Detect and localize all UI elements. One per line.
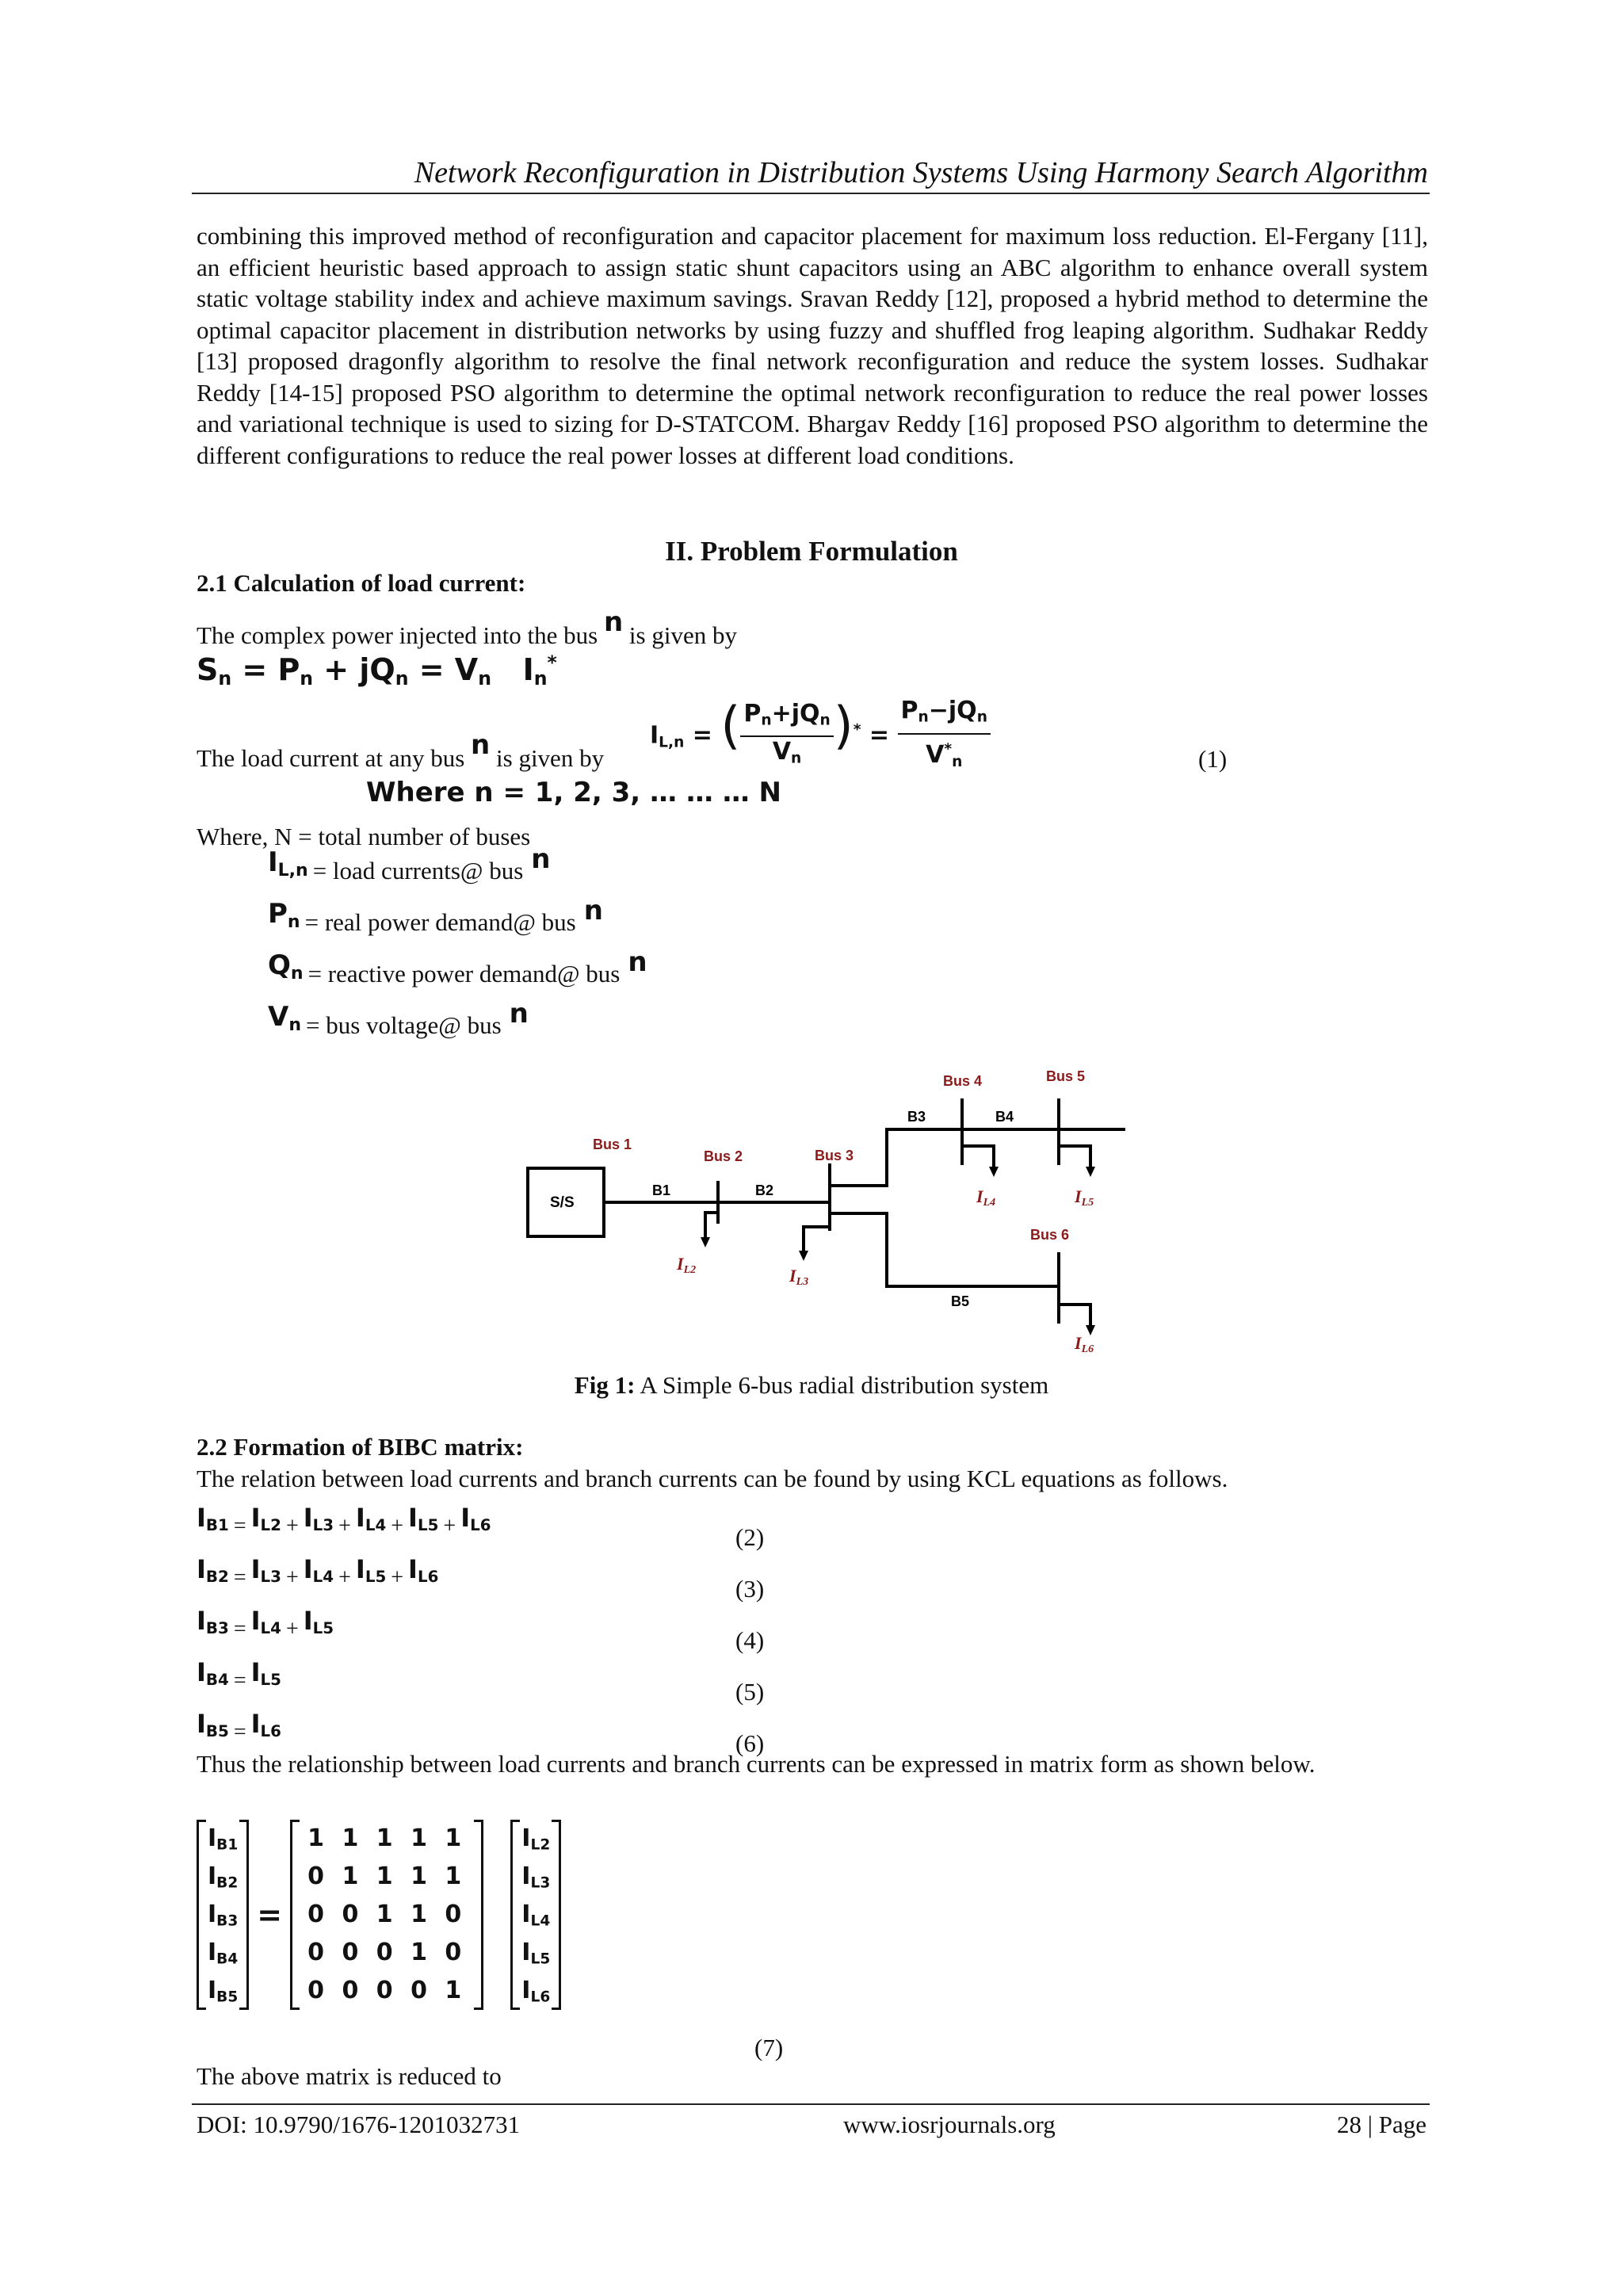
load-label-i: I xyxy=(1075,1186,1082,1206)
equation-number-1: (1) xyxy=(1198,745,1228,773)
plus-sign: + xyxy=(285,1514,299,1538)
var-n: n xyxy=(509,998,529,1030)
plus-sign: + xyxy=(338,1514,351,1538)
current-symbol: I xyxy=(521,1901,531,1928)
vector-entry xyxy=(208,1820,238,1858)
bus-label-3: Bus 3 xyxy=(815,1148,854,1163)
complex-power-text-post: is given by xyxy=(628,621,737,649)
bibc-matrix-row: 0 1 1 1 1 xyxy=(307,1862,467,1890)
kcl-rhs-term xyxy=(251,1709,281,1739)
complex-power-equation: $S_n = P_n + jQ_n = V_n$ $I_n^*$ xyxy=(197,651,557,690)
var-n: n xyxy=(583,895,603,926)
vector-entry xyxy=(521,1972,550,2010)
bibc-matrix-equation xyxy=(197,1820,561,2010)
definition-subscript: L,n xyxy=(277,860,308,881)
load-line-6 xyxy=(1059,1305,1090,1327)
kcl-rhs-sub: L6 xyxy=(417,1567,439,1586)
kcl-rhs-sub: L5 xyxy=(365,1567,387,1586)
arrow-il2 xyxy=(701,1237,710,1247)
complex-power-line xyxy=(197,606,737,651)
current-symbol: I xyxy=(355,1554,365,1584)
subsection-heading-2-2: 2.2 Formation of BIBC matrix: xyxy=(197,1433,524,1461)
current-symbol: I xyxy=(197,1554,206,1584)
figure-caption-text: A Simple 6-bus radial distribution system xyxy=(635,1371,1049,1399)
kcl-rhs-sub: L5 xyxy=(312,1618,334,1637)
kcl-lhs-sub: B3 xyxy=(205,1618,229,1637)
current-symbol: I xyxy=(208,1824,217,1852)
current-symbol: I xyxy=(197,1503,206,1533)
bibc-matrix xyxy=(290,1820,483,2010)
load-label-i: I xyxy=(677,1254,684,1274)
kcl-rhs-sub: L6 xyxy=(470,1515,491,1534)
where-N-definition: Where, N = total number of buses xyxy=(197,823,531,850)
load-label-i: I xyxy=(1075,1333,1082,1353)
load-current-text-pre: The load current at any bus xyxy=(197,744,465,772)
vector-entry-sub: B5 xyxy=(216,1988,239,2006)
definition-text: = real power demand@ bus xyxy=(304,908,576,936)
where-n-range: Where n = 1, 2, 3, … … … N xyxy=(366,777,781,808)
current-symbol: I xyxy=(408,1554,418,1584)
load-label-l3 xyxy=(789,1266,808,1288)
load-label-l5 xyxy=(1074,1186,1094,1209)
load-label-l2 xyxy=(676,1254,696,1276)
bibc-matrix-row: 0 0 1 1 0 xyxy=(307,1901,467,1928)
bus-label-4: Bus 4 xyxy=(943,1073,983,1089)
vector-entry-sub: L5 xyxy=(530,1950,551,1968)
current-symbol: I xyxy=(408,1503,418,1533)
kcl-rhs-sub: L4 xyxy=(312,1567,334,1586)
equals-sign: = xyxy=(233,1720,246,1744)
definition-symbol: V xyxy=(268,1001,289,1033)
kcl-rhs-term xyxy=(304,1606,334,1636)
branch-label-b1: B1 xyxy=(652,1182,671,1198)
kcl-rhs-term xyxy=(251,1503,281,1533)
load-label-sub: L6 xyxy=(1081,1343,1094,1355)
kcl-lhs-sub: B1 xyxy=(205,1515,229,1534)
load-label-l4 xyxy=(976,1186,995,1209)
load-label-i: I xyxy=(976,1186,983,1206)
arrow-il4 xyxy=(989,1167,999,1177)
radial-distribution-diagram xyxy=(507,1062,1125,1363)
current-symbol: I xyxy=(521,1824,531,1852)
equation-number: (4) xyxy=(735,1626,765,1654)
load-label-i: I xyxy=(789,1266,796,1286)
load-line-2 xyxy=(705,1213,718,1239)
load-label-sub: L2 xyxy=(683,1264,697,1276)
definition-subscript: n xyxy=(288,1014,301,1035)
vector-entry-sub: B4 xyxy=(216,1950,239,1968)
vector-entry-sub: B2 xyxy=(216,1874,239,1892)
kcl-rhs-term xyxy=(251,1554,281,1584)
kcl-lhs-sub: B4 xyxy=(205,1670,229,1689)
kcl-rhs-term xyxy=(304,1554,334,1584)
plus-sign: + xyxy=(443,1514,456,1538)
load-current-equation: $I_{L,n}$ = ( $\frac{P_n+jQ_n}{V_n}$ )* = $\frac{P_n-jQ_n}{V^*_n}$ xyxy=(650,696,991,777)
variable-definitions xyxy=(268,843,647,1060)
kcl-rhs-term xyxy=(408,1554,438,1584)
kcl-rhs-sub: L4 xyxy=(260,1618,281,1637)
load-label-sub: L4 xyxy=(983,1197,996,1209)
footer-site: www.iosrjournals.org xyxy=(843,2111,1056,2138)
current-symbol: I xyxy=(355,1503,365,1533)
vector-entry xyxy=(521,1896,550,1934)
current-symbol: I xyxy=(208,1862,217,1890)
plus-sign: + xyxy=(391,1514,404,1538)
equation-number: (5) xyxy=(735,1678,765,1706)
var-n: n xyxy=(603,606,624,638)
definition-text: = bus voltage@ bus xyxy=(306,1011,502,1039)
kcl-lhs xyxy=(197,1606,229,1636)
current-symbol: I xyxy=(521,1939,531,1966)
load-line-5 xyxy=(1059,1146,1090,1168)
load-label-sub: L3 xyxy=(796,1276,809,1288)
line-b5 xyxy=(830,1213,1059,1286)
subsection-heading-2-1: 2.1 Calculation of load current: xyxy=(197,569,526,597)
kcl-rhs-term xyxy=(408,1503,438,1533)
kcl-lhs xyxy=(197,1503,229,1533)
current-symbol: I xyxy=(208,1977,217,2004)
plus-sign: + xyxy=(285,1565,299,1590)
current-symbol: I xyxy=(208,1939,217,1966)
arrow-il5 xyxy=(1086,1167,1095,1177)
branch-label-b4: B4 xyxy=(995,1109,1014,1125)
bibc-matrix-row: 1 1 1 1 1 xyxy=(307,1824,467,1852)
footer-doi: DOI: 10.9790/1676-1201032731 xyxy=(197,2111,521,2138)
load-line-3 xyxy=(804,1227,830,1252)
load-label-sub: L5 xyxy=(1081,1197,1094,1209)
kcl-rhs-sub: L3 xyxy=(260,1567,281,1586)
equation-number: (6) xyxy=(735,1729,765,1757)
plus-sign: + xyxy=(338,1565,351,1590)
vector-entry-sub: L2 xyxy=(530,1836,551,1854)
definition-subscript: n xyxy=(287,911,300,932)
branch-current-vector xyxy=(197,1820,249,2010)
reduced-text: The above matrix is reduced to xyxy=(197,2062,502,2090)
definition-symbol: Q xyxy=(268,949,291,981)
kcl-equation-row xyxy=(197,1554,765,1606)
kcl-equation-row xyxy=(197,1503,765,1554)
running-header: Network Reconfiguration in Distribution Systems Using Harmony Search Algorithm xyxy=(414,156,1428,189)
current-symbol: I xyxy=(303,1554,313,1584)
kcl-lhs-sub: B5 xyxy=(205,1721,229,1740)
substation-label: S/S xyxy=(550,1194,575,1211)
bus-label-5: Bus 5 xyxy=(1046,1068,1086,1084)
arrow-il6 xyxy=(1086,1325,1095,1335)
equation-number: (2) xyxy=(735,1523,765,1551)
kcl-rhs-term xyxy=(356,1554,386,1584)
equals-sign: = xyxy=(233,1565,246,1590)
load-line-4 xyxy=(962,1146,994,1168)
equals-sign: = xyxy=(233,1514,246,1538)
kcl-lhs xyxy=(197,1554,229,1584)
kcl-rhs-sub: L3 xyxy=(312,1515,334,1534)
vector-entry xyxy=(208,1896,238,1934)
vector-entry xyxy=(521,1934,550,1972)
current-symbol: I xyxy=(521,1977,531,2004)
load-stub-2 xyxy=(718,1209,720,1221)
branch-label-b2: B2 xyxy=(755,1182,774,1198)
intro-paragraph: combining this improved method of reconfiguration and capacitor placement for maximum loss reduction. El-Fergany [11], an efficient heuristic based approach to assign static shunt capacitors using an ABC algorithm to enhance overall system static voltage stability index and achieve maximum savings. Sravan Reddy [12], proposed a hybrid method to determine the optimal capacitor placement in distribution networks by using fuzzy and shuffled frog leaping algorithm. Sudhakar Reddy [13] proposed dragonfly algorithm to resolve the final network reconfiguration and reduce the system losses. Sudhakar Reddy [14-15] proposed PSO algorithm to determine the optimal network reconfiguration to reduce the real power losses and variational technique is used to sizing for D-STATCOM. Bhargav Reddy [16] proposed PSO algorithm to determine the different configurations to reduce the real power losses at different load conditions. xyxy=(197,222,1428,469)
arrow-il3 xyxy=(799,1251,808,1261)
current-symbol: I xyxy=(197,1606,206,1636)
equation-number-7: (7) xyxy=(754,2034,784,2061)
header-rule xyxy=(192,193,1430,194)
branch-label-b3: B3 xyxy=(907,1109,926,1125)
bibc-matrix-row: 0 0 0 1 0 xyxy=(307,1939,467,1966)
load-current-text-post: is given by xyxy=(496,744,605,772)
kcl-rhs-term xyxy=(356,1503,386,1533)
equals-sign: = xyxy=(233,1668,246,1693)
bus-label-1: Bus 1 xyxy=(593,1137,632,1152)
kcl-equation-row xyxy=(197,1657,765,1709)
branch-label-b5: B5 xyxy=(951,1293,970,1309)
load-current-line xyxy=(197,729,605,774)
figure-caption xyxy=(0,1370,1623,1401)
definition-text: = reactive power demand@ bus xyxy=(307,960,621,988)
kcl-rhs-sub: L4 xyxy=(365,1515,387,1534)
equals-sign: = xyxy=(233,1617,246,1641)
kcl-rhs-sub: L2 xyxy=(260,1515,281,1534)
vector-entry xyxy=(521,1820,550,1858)
footer-rule xyxy=(192,2103,1430,2105)
current-symbol: I xyxy=(197,1709,206,1739)
complex-power-text-pre: The complex power injected into the bus xyxy=(197,621,598,649)
current-symbol: I xyxy=(250,1657,261,1687)
vector-entry xyxy=(208,1934,238,1972)
var-n: n xyxy=(628,946,647,978)
kcl-intro: The relation between load currents and branch currents can be found by using KCL equations as follows. xyxy=(197,1465,1228,1492)
current-symbol: I xyxy=(250,1606,261,1636)
definition-subscript: n xyxy=(290,963,304,984)
kcl-equations xyxy=(197,1503,765,1760)
kcl-rhs-term xyxy=(251,1606,281,1636)
current-symbol: I xyxy=(303,1606,313,1636)
definition-symbol: P xyxy=(268,898,288,930)
kcl-lhs xyxy=(197,1709,229,1739)
load-label-l6 xyxy=(1074,1333,1094,1355)
current-symbol: I xyxy=(521,1862,531,1890)
plus-sign: + xyxy=(285,1617,299,1641)
load-current-vector xyxy=(510,1820,561,2010)
definition-row xyxy=(268,998,647,1060)
kcl-lhs xyxy=(197,1657,229,1687)
equation-number: (3) xyxy=(735,1575,765,1603)
vector-entry xyxy=(208,1972,238,2010)
vector-entry-sub: B1 xyxy=(216,1836,239,1854)
vector-entry-sub: L4 xyxy=(530,1912,551,1930)
matrix-intro: Thus the relationship between load currents and branch currents can be expressed in matrix form as shown below. xyxy=(197,1750,1316,1778)
var-n: n xyxy=(471,729,491,761)
kcl-rhs-sub: L5 xyxy=(260,1670,281,1689)
bibc-matrix-row: 0 0 0 0 1 xyxy=(307,1977,467,2004)
definition-row xyxy=(268,946,647,1009)
vector-entry-sub: L6 xyxy=(530,1988,551,2006)
definition-row xyxy=(268,895,647,957)
figure-caption-label: Fig 1: xyxy=(574,1371,636,1399)
vector-entry-sub: B3 xyxy=(216,1912,239,1930)
section-heading: II. Problem Formulation xyxy=(665,536,958,567)
current-symbol: I xyxy=(208,1901,217,1928)
definition-text: = load currents@ bus xyxy=(312,857,524,884)
current-symbol: I xyxy=(197,1657,206,1687)
kcl-rhs-term xyxy=(460,1503,491,1533)
current-symbol: I xyxy=(250,1709,261,1739)
plus-sign: + xyxy=(391,1565,404,1590)
kcl-rhs-term xyxy=(304,1503,334,1533)
equals-sign: = xyxy=(257,1897,283,1932)
kcl-rhs-term xyxy=(251,1657,281,1687)
current-symbol: I xyxy=(460,1503,471,1533)
vector-entry-sub: L3 xyxy=(530,1874,551,1892)
kcl-equation-row xyxy=(197,1606,765,1657)
bus-label-6: Bus 6 xyxy=(1030,1227,1070,1243)
line-b3-b4 xyxy=(830,1129,1125,1186)
vector-entry xyxy=(208,1858,238,1896)
vector-entry xyxy=(521,1858,550,1896)
definition-symbol: I xyxy=(268,846,278,878)
footer-page: 28 | Page xyxy=(1337,2111,1426,2138)
bus-label-2: Bus 2 xyxy=(704,1148,743,1164)
var-n: n xyxy=(531,843,551,875)
current-symbol: I xyxy=(250,1554,261,1584)
kcl-lhs-sub: B2 xyxy=(205,1567,229,1586)
current-symbol: I xyxy=(303,1503,313,1533)
kcl-rhs-sub: L6 xyxy=(260,1721,281,1740)
current-symbol: I xyxy=(250,1503,261,1533)
kcl-rhs-sub: L5 xyxy=(417,1515,439,1534)
